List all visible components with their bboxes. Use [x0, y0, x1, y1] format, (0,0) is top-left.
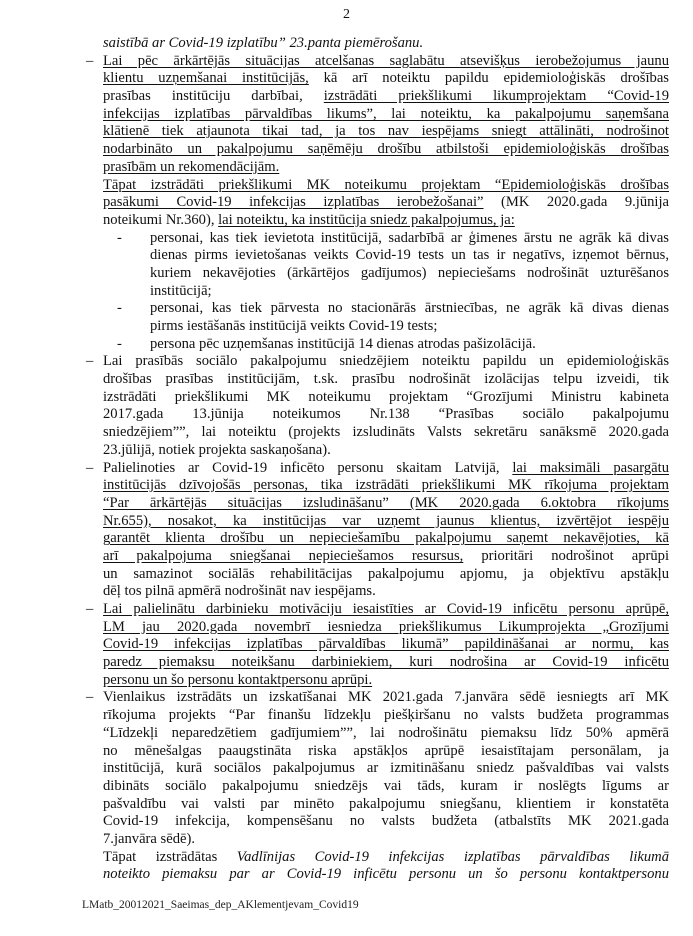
- text-line: [103, 141, 669, 159]
- text: dibināts sociālo pakalpojumu sniedzējs vai tāds, kuram ir noslēgts līgums ar: [103, 777, 669, 794]
- bullet-dash: -: [117, 229, 122, 246]
- text: (MK 2020.gada 9.jūnija: [483, 194, 669, 211]
- text: institūcijā;: [150, 282, 212, 299]
- bullet-dash: –: [86, 689, 94, 706]
- text: no mēnešalgas paaugstināta riska apstākļos aprūpē iesaistītajam personālam, ja: [103, 742, 669, 759]
- text: personai, kas tiek ievietota institūcijā, sadarbībā ar ģimenes ārstu ne agrāk kā divas: [150, 229, 669, 246]
- text-line: [150, 283, 669, 301]
- bullet-dash: –: [86, 459, 94, 476]
- underlined-text: nodarbināto un pakalpojumu saņēmēju drošību atbilstoši epidemioloģiskās drošības: [103, 141, 669, 158]
- text-line: [103, 831, 669, 849]
- text: institūcijā, kurā sociālos pakalpojumus ar izmitināšanu sniedz pašvaldības vai valsts: [103, 760, 669, 777]
- text-line: [103, 636, 669, 654]
- text-line: [103, 123, 669, 141]
- list-item: [0, 353, 693, 459]
- text: dienas pirms ievietošanas veikts Covid-19 tests un tas ir negatīvs, izņemot bērnus,: [150, 247, 669, 264]
- page-number: 2: [343, 7, 350, 22]
- bullet-dash: -: [117, 335, 122, 352]
- text: Palielinoties ar Covid-19 inficēto personu skaitam Latvijā,: [103, 459, 513, 476]
- underlined-text: Lai palielinātu darbinieku motivāciju iesaistīties ar Covid-19 inficētu personu aprūpē,: [103, 601, 669, 617]
- text-line: [103, 849, 669, 867]
- text: persona pēc uzņemšanas institūcijā 14 dienas atrodas pašizolācijā.: [150, 335, 536, 352]
- text-line: [150, 336, 669, 354]
- underlined-text: lai maksimāli pasargātu: [512, 459, 669, 476]
- underlined-text: prasībām un rekomendācijām.: [103, 158, 280, 175]
- underlined-text: institūcijās dzīvojošās personas, tika izstrādāti priekšlikumi MK rīkojuma projektam: [103, 477, 669, 494]
- text-line: [103, 743, 669, 761]
- text-line: [103, 159, 669, 177]
- underlined-text: Tāpat izstrādāti priekšlikumi MK noteikumu projektam “Epidemioloģiskās drošības: [103, 176, 669, 193]
- text-line: [103, 760, 669, 778]
- sub-list-item: [0, 230, 693, 301]
- text: prioritāri nodrošinot aprūpi: [463, 547, 669, 564]
- text-line: [150, 318, 669, 336]
- text: personai, kas tiek pārvesta no stacionārās ārstniecības, ne agrāk kā divas dienas: [150, 300, 669, 317]
- text-line: [103, 212, 669, 230]
- text-line: [103, 866, 669, 884]
- text-line: [103, 477, 669, 495]
- text-line: [103, 513, 669, 531]
- sub-list-item: [0, 336, 693, 354]
- text: drošības prasības institūcijām, t.sk. prasību nodrošināt izolācijas telpu izveidi, tik: [103, 371, 669, 388]
- text-line: [103, 194, 669, 212]
- text: pašvaldību vai valsti par minēto pakalpojumu sniegšanu, klientiem ir konstatēta: [103, 795, 669, 812]
- underlined-text: klientu uzņemšanai institūcijās,: [103, 70, 309, 87]
- document-body: [0, 35, 693, 884]
- text: 2017.gada 13.jūnija noteikumos Nr.138 “Prasības sociālo pakalpojumu: [103, 406, 669, 423]
- underlined-text: personu un šo personu kontaktpersonu aprūpi.: [103, 671, 373, 688]
- text-line: [150, 230, 669, 248]
- text-line: [103, 707, 669, 725]
- underlined-text: izstrādāti priekšlikumi likumprojektam “Covid-19: [323, 88, 669, 105]
- text-line: [103, 495, 669, 513]
- paragraph: [0, 849, 693, 884]
- text-line: [103, 796, 669, 814]
- text: 7.janvāra sēdē).: [103, 830, 195, 847]
- text-line: [103, 442, 669, 460]
- text: “Līdzekļi neparedzētiem gadījumiem””, lai nodrošinātu piemaksu līdz 50% apmērā: [103, 724, 669, 741]
- underlined-text: “Par ārkārtējās situācijas izsludināšanu” (MK 2020.gada 6.oktobra rīkojums: [103, 494, 669, 511]
- text-line: [103, 725, 669, 743]
- underlined-text: garantēt klienta drošību un nepieciešamību pakalpojumu saņemt nekavējoties, kā: [103, 530, 669, 547]
- text-line: [103, 813, 669, 831]
- text: noteikumi Nr.360),: [103, 211, 219, 228]
- text: prasības institūciju darbībai,: [103, 88, 324, 105]
- italic-text: Vadlīnijas Covid-19 infekcijas izplatības pārvaldības likumā: [236, 848, 670, 865]
- text: un samazinot sociālās rehabilitācijas pakalpojumu apjomu, ja objektīvu apstākļu: [103, 565, 669, 582]
- paragraph: [0, 35, 693, 53]
- underlined-text: Nr.655), nosakot, ka institūcijas var uzņemt jaunus klientus, izvērtējot iespēju: [103, 512, 669, 529]
- list-item: [0, 460, 693, 602]
- text: Covid-19 infekcija, kompensēšanu no valsts budžeta (atbalstīts MK 2021.gada: [103, 813, 669, 830]
- text-line: [103, 689, 669, 707]
- underlined-text: LM jau 2020.gada novembrī iesniedza priekšlikumus Likumprojekta „Grozījumi: [103, 618, 669, 635]
- text-line: [103, 406, 669, 424]
- text-line: [103, 106, 669, 124]
- text-line: [103, 35, 669, 53]
- text-line: [103, 371, 669, 389]
- text-line: [150, 300, 669, 318]
- text: rīkojuma projekts “Par finanšu līdzekļu piešķiršanu no valsts budžeta programmas: [103, 707, 669, 724]
- text: izstrādāti priekšlikumi MK noteikumu projektam “Grozījumi Ministru kabineta: [103, 388, 669, 405]
- underlined-text: pasākumi Covid-19 infekcijas izplatības ierobežošanai”: [103, 194, 484, 211]
- underlined-text: klātienē tiek atjaunota tikai tad, ja tos nav iespējams sniegt attālināti, nodrošinot: [103, 123, 669, 140]
- underlined-text: infekcijas izplatības pārvaldības likums”, lai noteiktu, ka pakalpojumu saņemšana: [103, 105, 669, 122]
- text-line: [103, 88, 669, 106]
- text-line: [103, 548, 669, 566]
- text-line: [103, 530, 669, 548]
- text: 23.jūlijā, notiek projekta saskaņošana).: [103, 441, 331, 458]
- text-line: [103, 353, 669, 371]
- underlined-text: paredz piemaksu noteikšanu darbiniekiem, kuri nodrošina ar Covid-19 inficētu: [103, 654, 669, 671]
- text: dēļ tos pilnā apmērā nodrošināt nav iespējams.: [103, 583, 376, 600]
- text-line: [103, 70, 669, 88]
- bullet-dash: –: [86, 52, 94, 69]
- text-line: [103, 672, 669, 690]
- text-line: [103, 177, 669, 195]
- underlined-text: lai noteiktu, ka institūcija sniedz pakalpojumus, ja:: [218, 211, 515, 228]
- text-line: [103, 424, 669, 442]
- text-line: [103, 566, 669, 584]
- paragraph: [0, 177, 693, 230]
- text-line: [103, 619, 669, 637]
- text: pirms iestāšanās institūcijā veikts Covid-19 tests;: [150, 318, 438, 334]
- bullet-dash: –: [86, 601, 94, 617]
- bullet-dash: –: [86, 353, 94, 370]
- underlined-text: Covid-19 infekcijas izplatības pārvaldības likumā” papildināšanai ar normu, kas: [103, 636, 669, 653]
- text: kā arī noteiktu papildu epidemioloģiskās drošības: [308, 70, 669, 87]
- text-line: [150, 247, 669, 265]
- text: kuriem nekavējoties (ārkārtējos gadījumos) nepieciešams nodrošināt uzturēšanos: [150, 264, 669, 281]
- text-line: [103, 778, 669, 796]
- text: sniedzējiem””, lai noteiktu (projekts izsludināts Valsts sekretāru sanāksmē 2020.gada: [103, 424, 669, 441]
- underlined-text: arī pakalpojuma sniegšanai nepieciešamos resursus,: [103, 547, 464, 564]
- underlined-text: Lai pēc ārkārtējās situācijas atcelšanas saglabātu atsevišķus ierobežojumus jaunu: [103, 52, 669, 69]
- bullet-dash: -: [117, 300, 122, 317]
- list-item: [0, 689, 693, 848]
- text-line: [103, 389, 669, 407]
- list-item: [0, 601, 693, 689]
- italic-text: saistībā ar Covid-19 izplatību” 23.panta piemērošanu.: [103, 35, 424, 51]
- document-footer-filename: LMatb_20012021_Saeimas_dep_AKlementjevam_Covid19: [82, 899, 359, 911]
- text-line: [103, 654, 669, 672]
- text-line: [103, 53, 669, 71]
- text-line: [150, 265, 669, 283]
- text: Vienlaikus izstrādāts un izskatīšanai MK 2021.gada 7.janvāra sēdē iesniegts arī MK: [103, 689, 669, 706]
- sub-list-item: [0, 300, 693, 335]
- list-item: [0, 53, 693, 177]
- text: Tāpat izstrādātas: [103, 848, 237, 865]
- italic-text: noteikto piemaksu par ar Covid-19 inficētu personu un šo personu kontaktpersonu: [103, 866, 669, 883]
- text: Lai prasībās sociālo pakalpojumu sniedzējiem noteiktu papildu un epidemioloģiskās: [103, 353, 669, 370]
- text-line: [103, 583, 669, 601]
- text-line: [103, 460, 669, 478]
- text-line: [103, 601, 669, 619]
